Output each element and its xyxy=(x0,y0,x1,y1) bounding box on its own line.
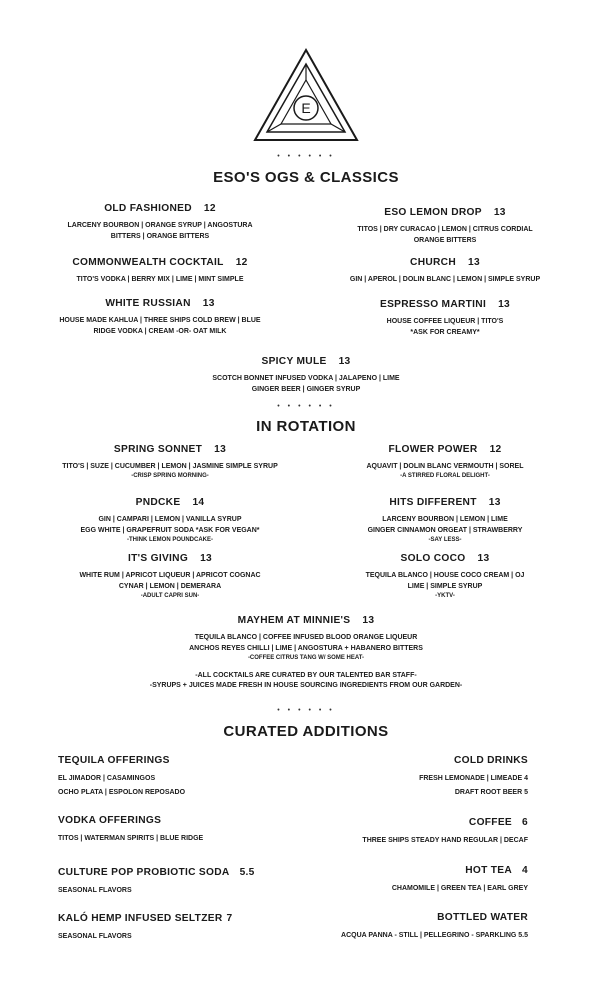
item-desc: DRAFT ROOT BEER 5 xyxy=(454,789,528,796)
item-name: HITS DIFFERENT xyxy=(389,497,477,508)
item-desc: GIN | CAMPARI | LEMON | VANILLA SYRUP xyxy=(98,516,242,523)
item-price: 13 xyxy=(477,553,490,564)
item-desc: TITO'S VODKA | BERRY MIX | LIME | MINT SIMPLE xyxy=(76,276,244,283)
addition-bottled-water xyxy=(341,912,528,943)
item-name: SPRING SONNET xyxy=(113,444,203,455)
item-name: COMMONWEALTH COCKTAIL xyxy=(72,257,224,268)
item-desc: TITO'S | SUZE | CUCUMBER | LEMON | JASMINE SIMPLE SYRUP xyxy=(62,463,278,470)
section-title-rotation: IN ROTATION xyxy=(256,418,356,435)
menu-item-solo-coco xyxy=(320,553,570,601)
logo xyxy=(251,46,361,146)
item-price: 13 xyxy=(488,497,501,508)
item-desc: *ASK FOR CREAMY* xyxy=(410,329,480,336)
item-name: HOT TEA xyxy=(465,865,513,876)
item-name: VODKA OFFERINGS xyxy=(58,815,162,826)
item-price: 13 xyxy=(214,444,227,455)
item-note: -YKTV- xyxy=(435,593,455,599)
item-name: MAYHEM AT MINNIE'S xyxy=(237,615,351,626)
divider-dots: • • • • • • xyxy=(277,153,335,160)
footnote: -SYRUPS + JUICES MADE FRESH IN HOUSE SOURCING INGREDIENTS FROM OUR GARDEN- xyxy=(149,682,463,689)
item-name: CULTURE POP PROBIOTIC SODA xyxy=(58,867,230,878)
menu-item-white-russian xyxy=(35,298,285,337)
addition-vodka xyxy=(58,815,203,846)
item-desc: TITOS | WATERMAN SPIRITS | BLUE RIDGE xyxy=(58,835,204,842)
menu-item-church xyxy=(320,257,570,285)
item-note: -COFFEE CITRUS TANG W/ SOME HEAT- xyxy=(247,655,365,661)
item-desc: SEASONAL FLAVORS xyxy=(58,933,132,940)
item-note: -ADULT CAPRI SUN- xyxy=(140,593,200,599)
item-name: COFFEE xyxy=(468,817,513,828)
addition-cold-drinks xyxy=(419,755,528,800)
item-name: FLOWER POWER xyxy=(388,444,478,455)
menu-item-flower-power xyxy=(320,444,570,481)
item-price: 4 xyxy=(522,865,528,876)
item-desc: THREE SHIPS STEADY HAND REGULAR | DECAF xyxy=(362,837,528,844)
item-price: 13 xyxy=(200,553,212,564)
item-price: 12 xyxy=(235,257,248,268)
section-title-additions: CURATED ADDITIONS xyxy=(223,723,389,740)
item-price: 7 xyxy=(226,913,233,924)
item-name: OLD FASHIONED xyxy=(104,203,192,214)
item-name: ESO LEMON DROP xyxy=(384,207,482,218)
item-name: TEQUILA OFFERINGS xyxy=(58,755,170,766)
item-desc: RIDGE VODKA | CREAM -OR- OAT MILK xyxy=(93,328,227,335)
item-desc: ACQUA PANNA - STILL | PELLEGRINO - SPARKLING 5.5 xyxy=(341,932,528,939)
item-price: 13 xyxy=(498,299,511,310)
item-desc: ANCHOS REYES CHILLI | LIME | ANGOSTURA + HABANERO BITTERS xyxy=(189,645,423,652)
menu-item-pndcke xyxy=(35,497,305,545)
item-desc: TEQUILA BLANCO | HOUSE COCO CREAM | OJ xyxy=(365,572,525,579)
item-note: -THINK LEMON POUNDCAKE- xyxy=(127,537,213,543)
item-name: ESPRESSO MARTINI xyxy=(379,299,487,310)
item-name: SPICY MULE xyxy=(261,356,327,367)
item-desc: LIME | SIMPLE SYRUP xyxy=(407,583,483,590)
item-price: 13 xyxy=(468,257,480,268)
item-desc: HOUSE COFFEE LIQUEUR | TITO'S xyxy=(386,318,504,325)
item-desc: EGG WHITE | GRAPEFRUIT SODA *ASK FOR VEGAN* xyxy=(80,527,260,534)
menu-item-its-giving xyxy=(35,553,305,601)
item-price: 12 xyxy=(489,444,502,455)
item-name: BOTTLED WATER xyxy=(437,912,528,923)
menu-item-lemon-drop xyxy=(320,207,570,246)
addition-tequila xyxy=(58,755,185,800)
item-desc: GINGER CINNAMON ORGEAT | STRAWBERRY xyxy=(367,527,523,534)
item-desc: AQUAVIT | DOLIN BLANC VERMOUTH | SOREL xyxy=(366,463,524,470)
item-price: 13 xyxy=(493,207,506,218)
addition-culture-pop xyxy=(58,867,255,898)
item-desc: HOUSE MADE KAHLUA | THREE SHIPS COLD BREW | BLUE xyxy=(59,317,261,324)
item-desc: CYNAR | LEMON | DEMERARA xyxy=(118,583,222,590)
item-desc: SEASONAL FLAVORS xyxy=(58,887,132,894)
section-title-classics: ESO'S OGS & CLASSICS xyxy=(213,169,399,186)
item-desc: TEQUILA BLANCO | COFFEE INFUSED BLOOD ORANGE LIQUEUR xyxy=(194,634,418,641)
item-price: 13 xyxy=(362,615,375,626)
item-name: PNDCKE xyxy=(135,497,181,508)
item-desc: GIN | APEROL | DOLIN BLANC | LEMON | SIMPLE SYRUP xyxy=(349,276,541,283)
addition-hot-tea xyxy=(392,865,528,896)
menu-item-spicy-mule xyxy=(156,356,456,395)
item-desc: FRESH LEMONADE | LIMEADE 4 xyxy=(419,775,528,782)
menu-item-old-fashioned xyxy=(35,203,285,242)
item-price: 12 xyxy=(203,203,216,214)
triangle-monogram-icon xyxy=(251,46,361,146)
item-name: WHITE RUSSIAN xyxy=(105,298,191,309)
item-name: KALÓ HEMP INFUSED SELTZER xyxy=(58,913,223,924)
item-desc: ORANGE BITTERS xyxy=(413,237,477,244)
item-name: IT'S GIVING xyxy=(128,553,189,564)
addition-coffee xyxy=(362,817,528,848)
item-desc: BITTERS | ORANGE BITTERS xyxy=(110,233,210,240)
footnote: -ALL COCKTAILS ARE CURATED BY OUR TALENTED BAR STAFF- xyxy=(195,672,417,679)
item-note: -A STIRRED FLORAL DELIGHT- xyxy=(400,473,490,479)
item-desc: LARCENY BOURBON | ORANGE SYRUP | ANGOSTURA xyxy=(67,222,253,229)
item-price: 14 xyxy=(192,497,205,508)
item-desc: EL JIMADOR | CASAMINGOS xyxy=(58,775,156,782)
item-desc: WHITE RUM | APRICOT LIQUEUR | APRICOT COGNAC xyxy=(79,572,261,579)
logo-letter: E xyxy=(301,100,311,116)
item-desc: LARCENY BOURBON | LEMON | LIME xyxy=(382,516,508,523)
item-note: -CRISP SPRING MORNING- xyxy=(131,473,209,479)
item-desc: CHAMOMILE | GREEN TEA | EARL GREY xyxy=(391,885,528,892)
item-name: COLD DRINKS xyxy=(453,755,528,766)
divider-dots: • • • • • • xyxy=(277,707,335,714)
item-note: -SAY LESS- xyxy=(428,537,462,543)
item-price: 13 xyxy=(338,356,351,367)
menu-item-spring-sonnet xyxy=(35,444,305,481)
item-name: SOLO COCO xyxy=(400,553,466,564)
item-price: 5.5 xyxy=(239,867,255,878)
item-name: CHURCH xyxy=(410,257,456,268)
item-price: 6 xyxy=(522,817,528,828)
item-desc: OCHO PLATA | ESPOLON REPOSADO xyxy=(58,789,186,796)
item-desc: SCOTCH BONNET INFUSED VODKA | JALAPENO | LIME xyxy=(212,375,400,382)
menu-item-hits-different xyxy=(320,497,570,545)
menu-item-mayhem xyxy=(136,615,476,663)
item-price: 13 xyxy=(202,298,215,309)
addition-kalo xyxy=(58,913,232,944)
menu-item-espresso-martini xyxy=(320,299,570,338)
item-desc: GINGER BEER | GINGER SYRUP xyxy=(251,386,361,393)
item-desc: TITOS | DRY CURACAO | LEMON | CITRUS CORDIAL xyxy=(357,226,533,233)
menu-item-commonwealth xyxy=(35,257,285,285)
divider-dots: • • • • • • xyxy=(277,403,335,410)
